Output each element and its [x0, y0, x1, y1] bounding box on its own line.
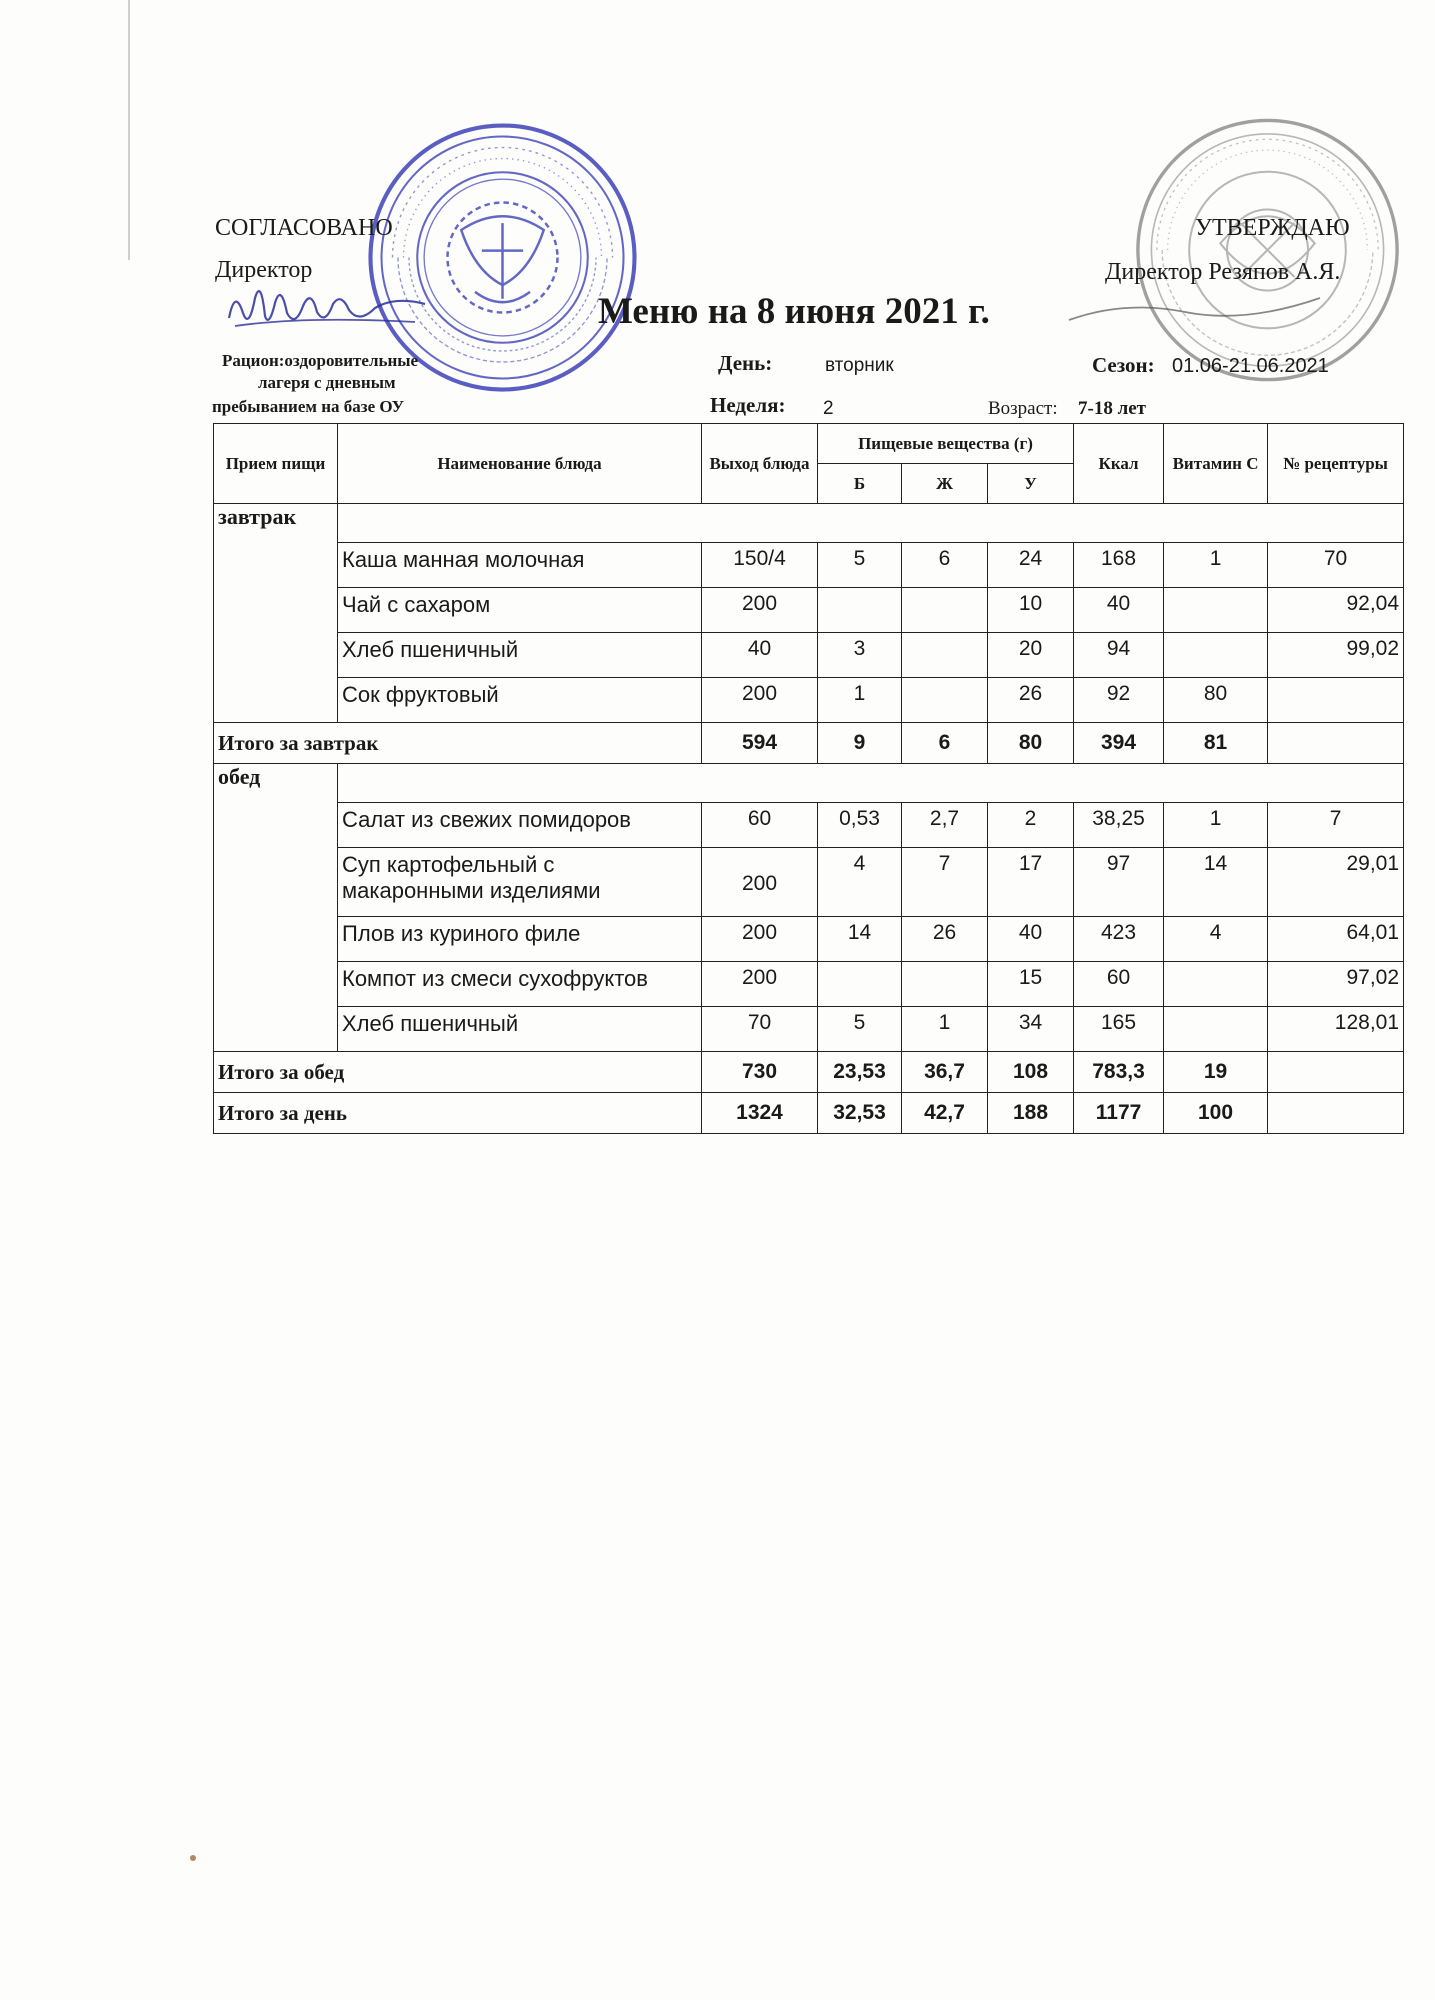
scan-edge-mark — [128, 0, 130, 260]
dish-protein: 5 — [818, 543, 902, 588]
col-nutrients: Пищевые вещества (г) — [818, 424, 1074, 464]
day-total-row — [214, 1093, 1404, 1134]
dish-vitamin: 1 — [1164, 803, 1268, 848]
total-kcal: 394 — [1074, 723, 1164, 764]
dish-fat: 26 — [902, 917, 988, 962]
approved-label: УТВЕРЖДАЮ — [1195, 215, 1350, 241]
dish-protein — [818, 588, 902, 633]
dish-vitamin — [1164, 633, 1268, 678]
dish-output: 60 — [702, 803, 818, 848]
breakfast-total-row — [214, 723, 1404, 764]
col-output: Выход блюда — [702, 424, 818, 504]
dish-name: Хлеб пшеничный — [338, 1007, 702, 1052]
total-protein: 23,53 — [818, 1052, 902, 1093]
agreed-position: Директор — [215, 257, 313, 283]
total-label: Итого за день — [214, 1093, 702, 1134]
dish-protein: 3 — [818, 633, 902, 678]
season-label: Сезон: — [1092, 353, 1155, 377]
dish-fat: 6 — [902, 543, 988, 588]
dish-vitamin: 80 — [1164, 678, 1268, 723]
dish-carbs: 17 — [988, 848, 1074, 917]
col-vitamin: Витамин С — [1164, 424, 1268, 504]
total-label: Итого за завтрак — [214, 723, 702, 764]
table-row — [214, 962, 1404, 1007]
dish-fat — [902, 962, 988, 1007]
dish-fat: 1 — [902, 1007, 988, 1052]
dish-name: Компот из смеси сухофруктов — [338, 962, 702, 1007]
dish-recipe: 128,01 — [1268, 1007, 1404, 1052]
approved-by: Директор Резяпов А.Я. — [1105, 259, 1341, 285]
dish-kcal: 97 — [1074, 848, 1164, 917]
dish-vitamin — [1164, 1007, 1268, 1052]
dish-carbs: 20 — [988, 633, 1074, 678]
ration-label-line1: Рацион:оздоровительные — [222, 351, 419, 370]
age-label: Возраст: — [988, 398, 1058, 419]
total-label: Итого за обед — [214, 1052, 702, 1093]
dish-output: 200 — [702, 962, 818, 1007]
dish-name: Каша манная молочная — [338, 543, 702, 588]
total-carbs: 188 — [988, 1093, 1074, 1134]
total-carbs: 80 — [988, 723, 1074, 764]
dish-carbs: 40 — [988, 917, 1074, 962]
total-protein: 32,53 — [818, 1093, 902, 1134]
dish-protein — [818, 962, 902, 1007]
dish-name: Плов из куриного филе — [338, 917, 702, 962]
table-row — [214, 803, 1404, 848]
day-label: День: — [718, 351, 773, 375]
ration-label-line3: пребыванием на базе ОУ — [212, 397, 405, 416]
table-row — [214, 1007, 1404, 1052]
total-recipe — [1268, 1093, 1404, 1134]
total-kcal: 783,3 — [1074, 1052, 1164, 1093]
total-vitamin: 81 — [1164, 723, 1268, 764]
dish-vitamin — [1164, 962, 1268, 1007]
total-recipe — [1268, 1052, 1404, 1093]
week-value: 2 — [823, 398, 834, 419]
dish-name: Хлеб пшеничный — [338, 633, 702, 678]
dish-protein: 1 — [818, 678, 902, 723]
dish-kcal: 38,25 — [1074, 803, 1164, 848]
dish-carbs: 24 — [988, 543, 1074, 588]
dish-protein: 14 — [818, 917, 902, 962]
table-row — [214, 543, 1404, 588]
dish-output: 70 — [702, 1007, 818, 1052]
dish-kcal: 423 — [1074, 917, 1164, 962]
day-value: вторник — [825, 355, 894, 376]
dish-kcal: 92 — [1074, 678, 1164, 723]
page-title: Меню на 8 июня 2021 г. — [598, 291, 990, 332]
dish-carbs: 10 — [988, 588, 1074, 633]
total-kcal: 1177 — [1074, 1093, 1164, 1134]
total-fat: 6 — [902, 723, 988, 764]
col-recipe: № рецептуры — [1268, 424, 1404, 504]
dish-output: 200 — [702, 678, 818, 723]
col-dish: Наименование блюда — [338, 424, 702, 504]
dish-fat: 7 — [902, 848, 988, 917]
dish-vitamin — [1164, 588, 1268, 633]
dish-kcal: 40 — [1074, 588, 1164, 633]
approver-signature — [1065, 290, 1325, 330]
total-fat: 36,7 — [902, 1052, 988, 1093]
col-kcal: Ккал — [1074, 424, 1164, 504]
dish-fat: 2,7 — [902, 803, 988, 848]
ration-label-line2: лагеря с дневным — [258, 373, 396, 392]
lunch-spacer — [338, 764, 1404, 803]
dish-output: 200 — [702, 588, 818, 633]
dish-kcal: 168 — [1074, 543, 1164, 588]
dish-name: Салат из свежих помидоров — [338, 803, 702, 848]
dish-fat — [902, 633, 988, 678]
total-fat: 42,7 — [902, 1093, 988, 1134]
total-output: 594 — [702, 723, 818, 764]
dish-name: Сок фруктовый — [338, 678, 702, 723]
dish-protein: 0,53 — [818, 803, 902, 848]
total-carbs: 108 — [988, 1052, 1074, 1093]
dish-recipe: 97,02 — [1268, 962, 1404, 1007]
table-row — [214, 588, 1404, 633]
col-fat: Ж — [902, 464, 988, 504]
age-value: 7-18 лет — [1078, 398, 1147, 419]
director-signature — [225, 268, 435, 338]
dish-fat — [902, 678, 988, 723]
dish-output: 150/4 — [702, 543, 818, 588]
dish-recipe — [1268, 678, 1404, 723]
dish-recipe: 29,01 — [1268, 848, 1404, 917]
total-recipe — [1268, 723, 1404, 764]
dish-carbs: 2 — [988, 803, 1074, 848]
dish-name: Чай с сахаром — [338, 588, 702, 633]
dish-output: 200 — [702, 848, 818, 917]
header-row — [214, 424, 1404, 464]
dish-output: 200 — [702, 917, 818, 962]
dish-vitamin: 4 — [1164, 917, 1268, 962]
breakfast-spacer — [338, 504, 1404, 543]
lunch-section-row — [214, 764, 1404, 803]
right-round-stamp — [1130, 115, 1405, 385]
table-row — [214, 848, 1404, 917]
lunch-total-row — [214, 1052, 1404, 1093]
week-label: Неделя: — [710, 393, 786, 417]
dish-output: 40 — [702, 633, 818, 678]
dish-recipe: 70 — [1268, 543, 1404, 588]
col-carbs: У — [988, 464, 1074, 504]
dish-name: Суп картофельный с макаронными изделиями — [338, 848, 702, 917]
dish-kcal: 94 — [1074, 633, 1164, 678]
dish-kcal: 60 — [1074, 962, 1164, 1007]
dish-carbs: 26 — [988, 678, 1074, 723]
table-row — [214, 633, 1404, 678]
dish-vitamin: 1 — [1164, 543, 1268, 588]
dish-recipe: 99,02 — [1268, 633, 1404, 678]
dish-protein: 5 — [818, 1007, 902, 1052]
total-output: 730 — [702, 1052, 818, 1093]
dish-kcal: 165 — [1074, 1007, 1164, 1052]
total-output: 1324 — [702, 1093, 818, 1134]
table-row — [214, 917, 1404, 962]
dish-recipe: 64,01 — [1268, 917, 1404, 962]
dish-carbs: 34 — [988, 1007, 1074, 1052]
scan-speck — [190, 1855, 196, 1861]
dish-fat — [902, 588, 988, 633]
agreed-label: СОГЛАСОВАНО — [215, 215, 393, 241]
total-vitamin: 100 — [1164, 1093, 1268, 1134]
breakfast-label: завтрак — [214, 504, 338, 723]
total-vitamin: 19 — [1164, 1052, 1268, 1093]
dish-recipe: 7 — [1268, 803, 1404, 848]
dish-recipe: 92,04 — [1268, 588, 1404, 633]
dish-carbs: 15 — [988, 962, 1074, 1007]
breakfast-section-row — [214, 504, 1404, 543]
dish-vitamin: 14 — [1164, 848, 1268, 917]
col-protein: Б — [818, 464, 902, 504]
col-meal: Прием пищи — [214, 424, 338, 504]
total-protein: 9 — [818, 723, 902, 764]
dish-protein: 4 — [818, 848, 902, 917]
table-row — [214, 678, 1404, 723]
lunch-label: обед — [214, 764, 338, 1052]
menu-table — [213, 423, 1404, 1134]
season-value: 01.06-21.06.2021 — [1172, 355, 1329, 377]
